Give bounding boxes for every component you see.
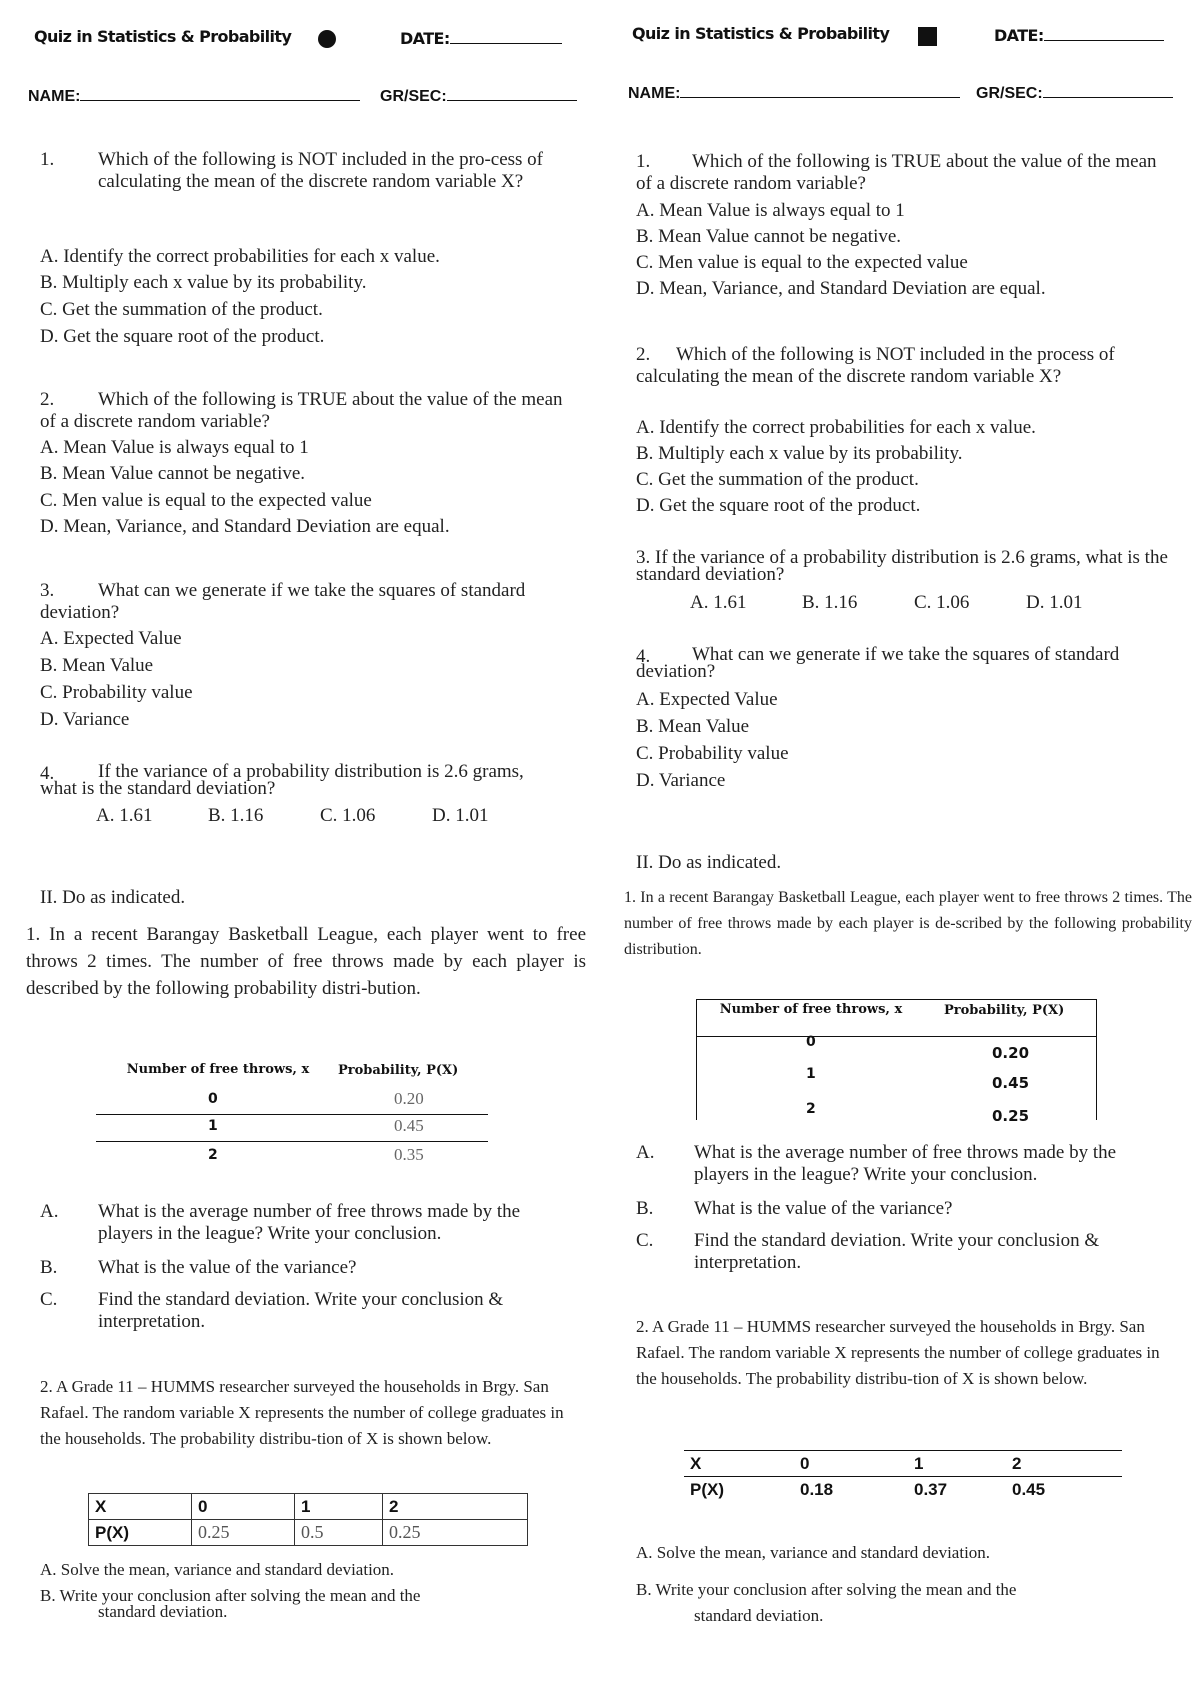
quiz-set-a <box>28 0 598 1696</box>
table-cell: P(X) <box>690 1480 724 1499</box>
table-cell: 0 <box>192 1494 295 1520</box>
subquestion-letter: B. <box>636 1198 654 1219</box>
subquestion-letter: A. <box>636 1142 655 1163</box>
date-field <box>400 29 562 49</box>
table-cell: 0.5 <box>295 1520 383 1546</box>
table-rule <box>696 999 697 1036</box>
table-cell: 0.45 <box>1012 1480 1046 1499</box>
choice: B. 1.16 <box>802 592 858 613</box>
table-cell: 1 <box>295 1494 383 1520</box>
choice: D. Variance <box>636 770 726 791</box>
distribution-table <box>88 1493 528 1546</box>
choice: A. Identify the correct probabilities for each x value. <box>40 246 440 267</box>
grsec-label: GR/SEC: <box>976 85 1043 102</box>
table-cell: 0.25 <box>192 1520 295 1546</box>
choice: A. 1.61 <box>96 805 153 826</box>
table-cell: 1 <box>806 1066 816 1082</box>
table-cell: 0.35 <box>394 1145 424 1164</box>
table-rule <box>696 1036 697 1120</box>
question-stem: Which of the following is TRUE about the value of the mean of a discrete random variable? <box>40 389 563 432</box>
grsec-field <box>380 86 577 106</box>
question-stem: Which of the following is NOT included in the process of calculating the mean of the discrete random variable X? <box>636 344 1115 387</box>
instruction: A. Solve the mean, variance and standard deviation. <box>636 1543 991 1562</box>
table-rule <box>1096 999 1097 1036</box>
circle-mark-icon <box>318 30 336 48</box>
question-number: 4. <box>636 646 651 667</box>
question-stem: Which of the following is NOT included in the pro-cess of calculating the mean of the discrete random variable X? <box>98 149 543 192</box>
question-stem: If the variance of a probability distribution is 2.6 grams, what is the standard deviation? <box>40 761 524 799</box>
date-label: DATE: <box>994 26 1044 45</box>
choice: D. 1.01 <box>432 805 489 826</box>
choice: B. Mean Value cannot be negative. <box>40 463 306 484</box>
date-blank <box>1044 26 1164 41</box>
part-heading: II. Do as indicated. <box>636 852 782 873</box>
table-cell: X <box>690 1454 702 1473</box>
grsec-field <box>976 83 1173 103</box>
table-cell: 1 <box>208 1118 218 1134</box>
subquestion-text: Find the standard deviation. Write your conclusion & interpretation. <box>694 1230 1100 1273</box>
question-stem: What can we generate if we take the squares of standard deviation? <box>40 580 526 623</box>
choice: B. Mean Value cannot be negative. <box>636 226 902 247</box>
table-col-header: Number of free throws, x <box>126 1062 310 1077</box>
question-stem: 3. If the variance of a probability distribution is 2.6 grams, what is the standard deviation? <box>636 547 1168 585</box>
name-field <box>628 83 960 103</box>
subquestion-text: What is the average number of free throws made by the players in the league? Write your conclusion. <box>694 1142 1117 1185</box>
date-label: DATE: <box>400 29 450 48</box>
grsec-blank <box>1043 83 1173 98</box>
subquestion-letter: B. <box>40 1257 58 1278</box>
name-field <box>28 86 360 106</box>
table-cell: 2 <box>383 1494 528 1520</box>
choice: D. Mean, Variance, and Standard Deviation are equal. <box>40 516 450 537</box>
instruction: standard deviation. <box>694 1606 824 1625</box>
quiz-set-b <box>624 0 1198 1696</box>
subquestion-letter: C. <box>636 1230 654 1251</box>
table-cell: 2 <box>208 1147 218 1163</box>
problem-text: 1. In a recent Barangay Basketball League, each player went to free throws 2 times. The number of free throws made by each player is de-scribed by the following probability distribution. <box>624 889 1192 958</box>
instruction: B. Write your conclusion after solving the mean and the <box>40 1586 421 1605</box>
choice: C. Get the summation of the product. <box>636 469 919 490</box>
table-cell: 0.45 <box>992 1074 1030 1092</box>
quiz-title: Quiz in Statistics & Probability <box>34 27 292 46</box>
choice: D. Mean, Variance, and Standard Deviation are equal. <box>636 278 1046 299</box>
table-cell: 0.18 <box>800 1480 834 1499</box>
table-col-header: Probability, P(X) <box>338 1063 459 1078</box>
choice: C. Men value is equal to the expected value <box>636 252 968 273</box>
choice: C. Probability value <box>40 682 193 703</box>
table-rule <box>96 1141 488 1142</box>
table-rule <box>684 1476 1122 1477</box>
table-col-header: Number of free throws, x <box>719 1002 903 1017</box>
quiz-title: Quiz in Statistics & Probability <box>632 24 890 43</box>
name-blank <box>80 86 360 101</box>
table-rule <box>684 1450 1122 1451</box>
choice: B. Mean Value <box>636 716 750 737</box>
square-mark-icon <box>918 27 937 46</box>
choice: A. Mean Value is always equal to 1 <box>636 200 905 221</box>
subquestion-text: Find the standard deviation. Write your conclusion & interpretation. <box>98 1289 504 1332</box>
date-blank <box>450 29 562 44</box>
question-stem: What can we generate if we take the squares of standard deviation? <box>636 644 1120 682</box>
question-number: 1. <box>636 151 651 172</box>
question-number: 2. <box>40 389 55 410</box>
grsec-label: GR/SEC: <box>380 88 447 105</box>
question-number: 3. <box>40 580 55 601</box>
table-cell: P(X) <box>89 1520 192 1546</box>
instruction: A. Solve the mean, variance and standard deviation. <box>40 1560 395 1579</box>
table-cell: 2 <box>806 1101 816 1117</box>
question-number: 4. <box>40 763 55 784</box>
choice: C. Get the summation of the product. <box>40 299 323 320</box>
choice: A. Identify the correct probabilities for each x value. <box>636 417 1036 438</box>
choice: B. Mean Value <box>40 655 154 676</box>
question-stem: Which of the following is TRUE about the value of the mean of a discrete random variable? <box>636 151 1157 194</box>
table-rule <box>696 999 1096 1000</box>
table-cell: 0.25 <box>992 1107 1030 1125</box>
question-number: 2. <box>636 344 651 365</box>
grsec-blank <box>447 86 577 101</box>
table-cell: X <box>89 1494 192 1520</box>
table-col-header: Probability, P(X) <box>944 1003 1065 1018</box>
choice: D. Get the square root of the product. <box>40 326 325 347</box>
choice: A. 1.61 <box>690 592 747 613</box>
table-rule <box>96 1114 488 1115</box>
subquestion-text: What is the value of the variance? <box>98 1257 357 1278</box>
choice: D. 1.01 <box>1026 592 1083 613</box>
name-label: NAME: <box>28 88 81 105</box>
instruction: standard deviation. <box>98 1602 228 1621</box>
table-cell: 0 <box>800 1454 810 1473</box>
choice: C. 1.06 <box>914 592 970 613</box>
table-cell: 2 <box>1012 1454 1022 1473</box>
choice: D. Variance <box>40 709 130 730</box>
table-rule <box>696 1036 1096 1037</box>
table-cell: 0.37 <box>914 1480 948 1499</box>
choice: A. Mean Value is always equal to 1 <box>40 437 309 458</box>
subquestion-text: What is the value of the variance? <box>694 1198 953 1219</box>
table-rule <box>1096 1036 1097 1120</box>
choice: C. 1.06 <box>320 805 376 826</box>
instruction: B. Write your conclusion after solving the mean and the <box>636 1580 1017 1599</box>
subquestion-text: What is the average number of free throws made by the players in the league? Write your conclusion. <box>98 1201 521 1244</box>
table-cell: 0 <box>806 1034 816 1050</box>
table-cell: 1 <box>914 1454 924 1473</box>
choice: B. 1.16 <box>208 805 264 826</box>
table-cell: 0 <box>208 1091 218 1107</box>
table-cell: 0.20 <box>394 1089 424 1108</box>
choice: C. Probability value <box>636 743 789 764</box>
subquestion-letter: C. <box>40 1289 58 1310</box>
table-cell: 0.20 <box>992 1044 1030 1062</box>
date-field <box>994 26 1164 46</box>
problem-text: 2. A Grade 11 – HUMMS researcher surveyed the households in Brgy. San Rafael. The random variable X represents the number of college graduates in the households. The probability distribu-tion of X is shown below. <box>40 1377 564 1448</box>
question-number: 1. <box>40 149 55 170</box>
choice: C. Men value is equal to the expected value <box>40 490 372 511</box>
problem-text: 1. In a recent Barangay Basketball League, each player went to free throws 2 times. The number of free throws made by each player is described by the following probability distri-bution. <box>26 924 586 999</box>
problem-text: 2. A Grade 11 – HUMMS researcher surveyed the households in Brgy. San Rafael. The random variable X represents the number of college graduates in the households. The probability distribu-tion of X is shown below. <box>636 1317 1160 1388</box>
name-label: NAME: <box>628 85 681 102</box>
subquestion-letter: A. <box>40 1201 59 1222</box>
choice: A. Expected Value <box>636 689 778 710</box>
part-heading: II. Do as indicated. <box>40 887 186 908</box>
table-cell: 0.45 <box>394 1116 424 1135</box>
name-blank <box>680 83 960 98</box>
choice: A. Expected Value <box>40 628 182 649</box>
choice: D. Get the square root of the product. <box>636 495 921 516</box>
choice: B. Multiply each x value by its probability. <box>40 272 367 293</box>
table-cell: 0.25 <box>383 1520 528 1546</box>
choice: B. Multiply each x value by its probability. <box>636 443 963 464</box>
